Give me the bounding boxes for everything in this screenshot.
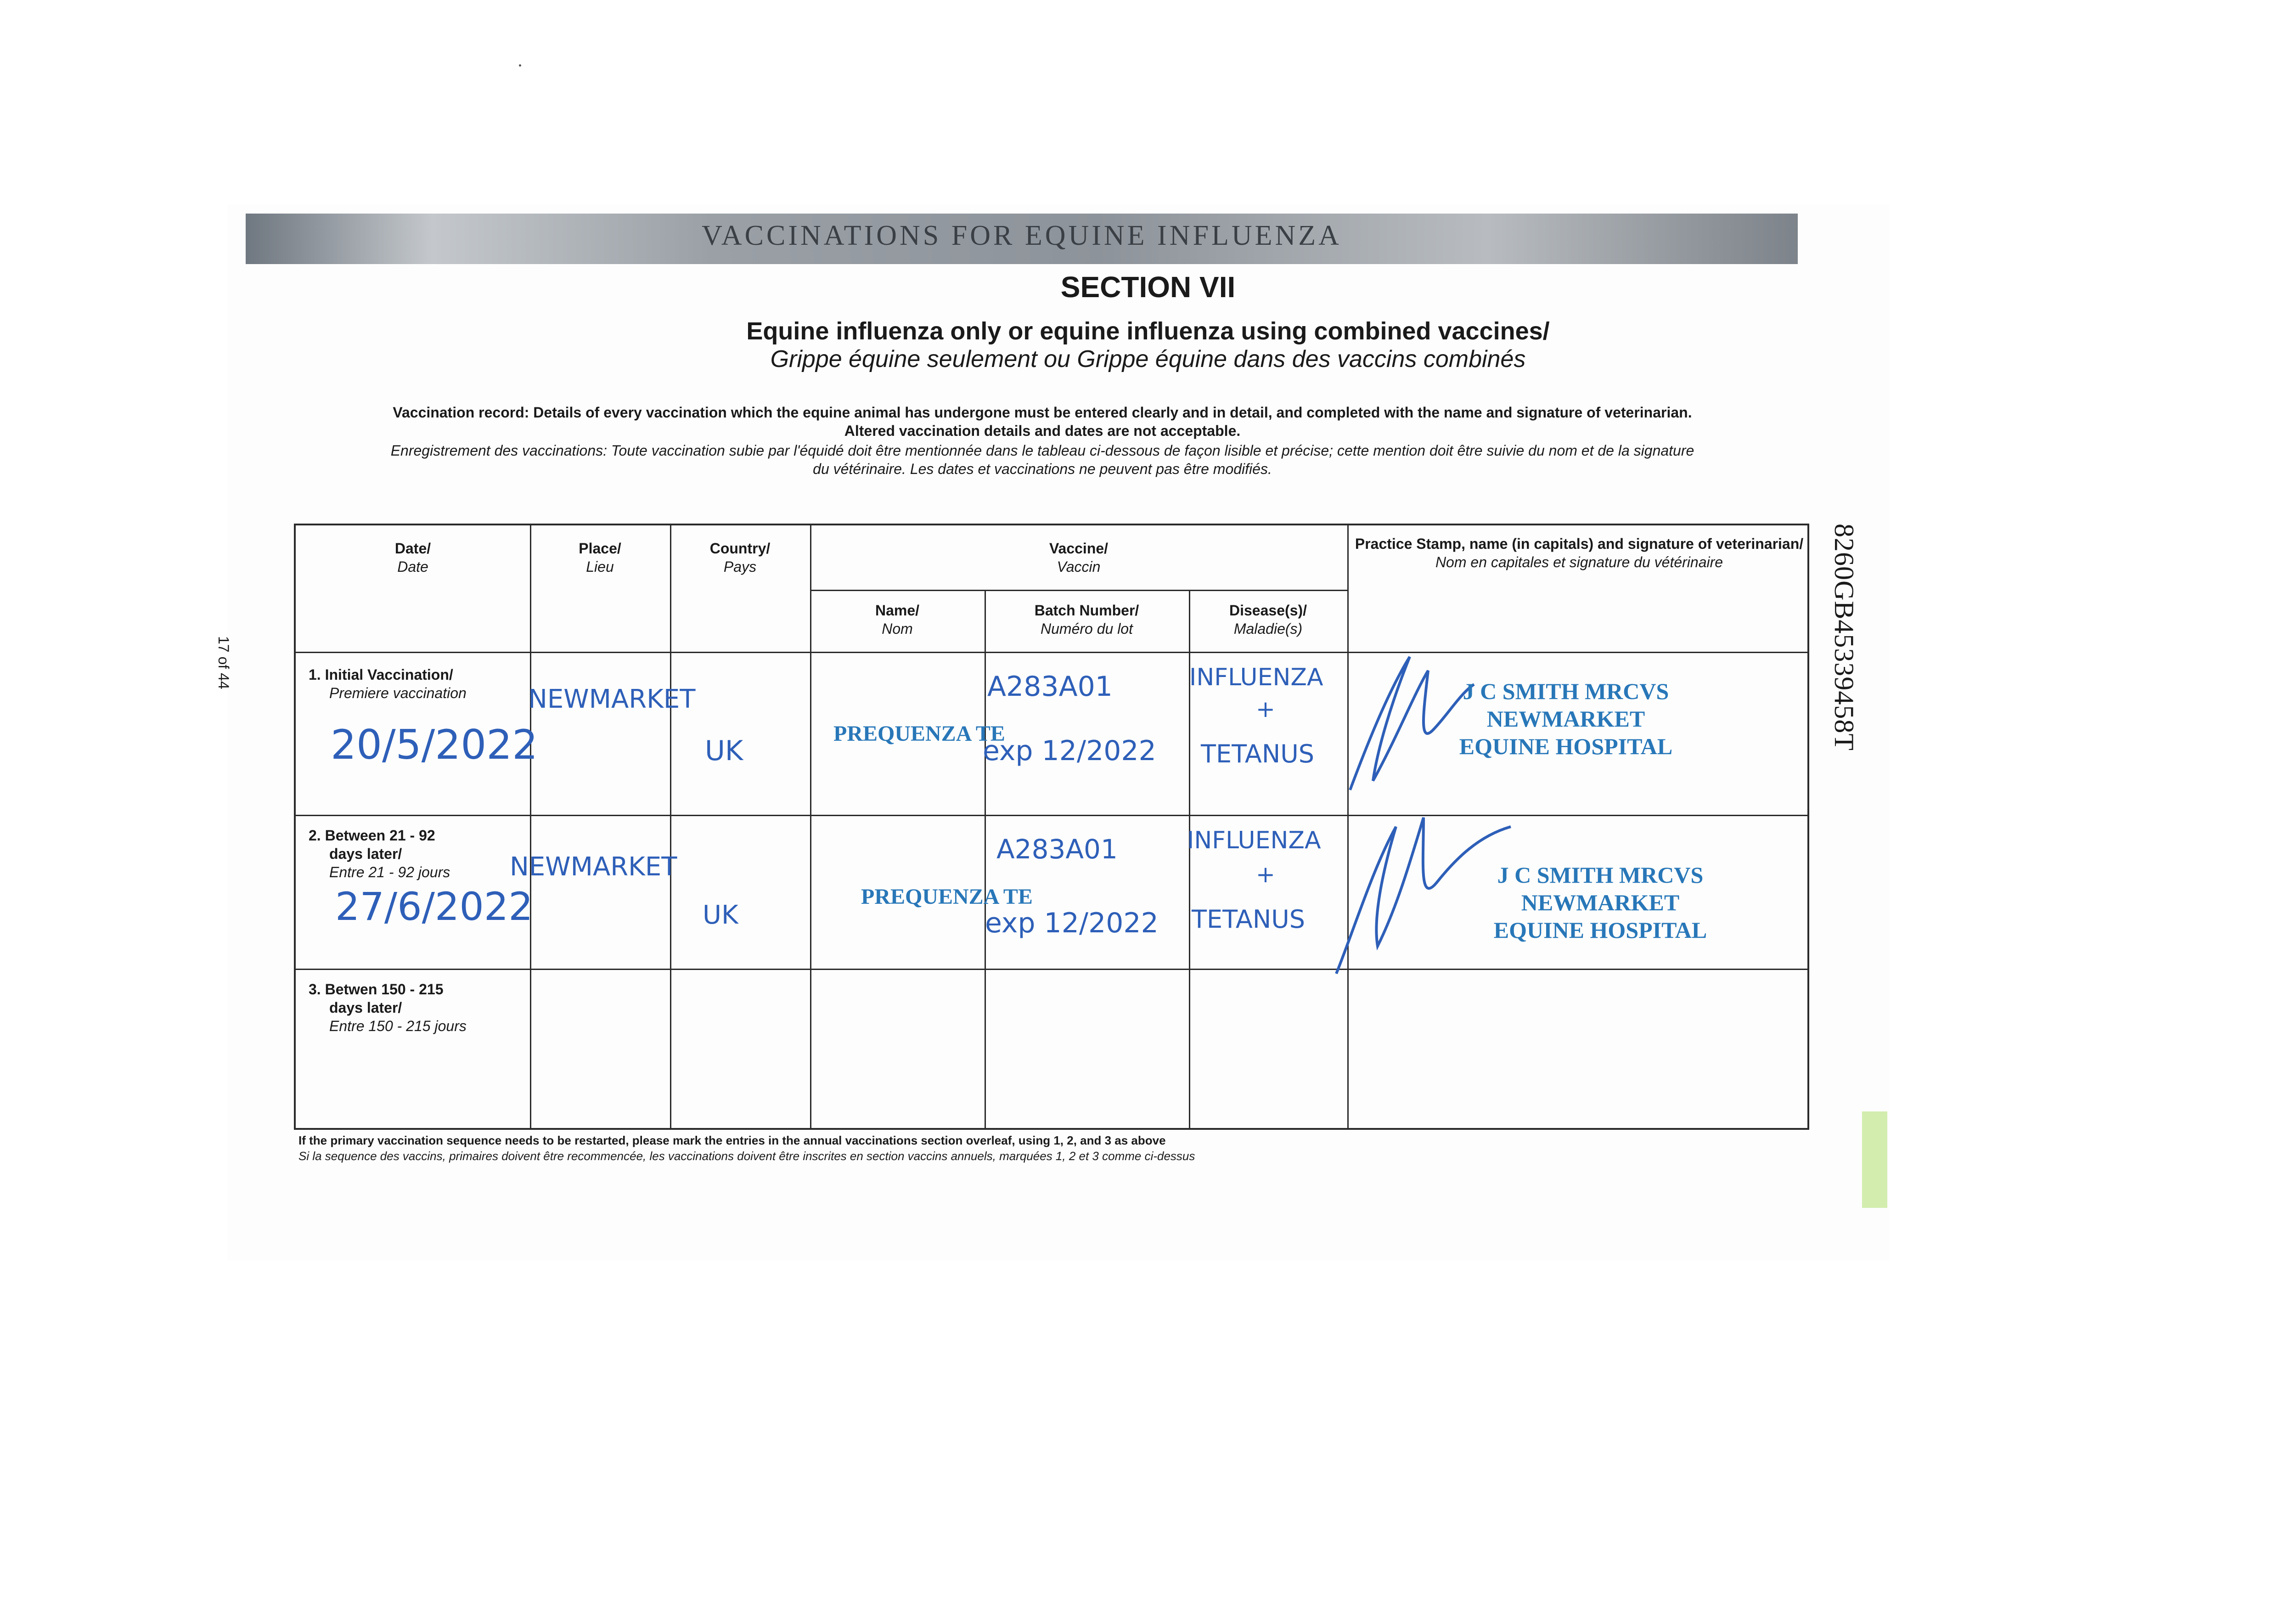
instruction-en-line2: Altered vaccination details and dates are not acceptable.	[844, 423, 1241, 439]
banner-title: VACCINATIONS FOR EQUINE INFLUENZA	[702, 220, 1342, 251]
row-label-initial: 1. Initial Vaccination/ Premiere vaccination	[309, 666, 467, 701]
subtitle-french: Grippe équine seulement ou Grippe équine dans des vaccins combinés	[770, 346, 1526, 372]
grid-line	[296, 969, 1809, 970]
row-label-second: 2. Between 21 - 92 days later/ Entre 21 - 92 jours	[309, 827, 450, 880]
header-country: Country/ Pays	[709, 540, 771, 575]
header-practice-stamp: Practice Stamp, name (in capitals) and signature of veterinarian/ Nom en capitales et signature du vétérinaire	[1355, 536, 1804, 570]
section-title: SECTION VII	[1060, 271, 1236, 304]
header-diseases: Disease(s)/ Maladie(s)	[1229, 602, 1307, 637]
header-place: Place/ Lieu	[579, 540, 621, 575]
row1-vaccine-name: PREQUENZA TE	[833, 722, 1005, 746]
row1-place: NEWMARKET	[528, 684, 696, 714]
instruction-fr-line1: Enregistrement des vaccinations: Toute vaccination subie par l'équidé doit être mentionnée dans le tableau ci-dessous de façon lisible et précise; cette mention doit être suivie du nom et de la signature	[390, 442, 1694, 459]
grid-line	[296, 652, 1809, 653]
row2-practice-stamp: J C SMITH MRCVS NEWMARKET EQUINE HOSPITAL	[1493, 862, 1707, 943]
instruction-en-line1: Vaccination record: Details of every vaccination which the equine animal has undergone must be entered clearly and in detail, and completed with the name and signature of veterinarian.	[393, 404, 1692, 421]
row2-disease-joiner: +	[1256, 861, 1275, 888]
row1-disease-1: INFLUENZA	[1189, 664, 1323, 691]
row2-disease-1: INFLUENZA	[1187, 827, 1321, 854]
row1-country: UK	[705, 735, 743, 767]
header-batch-number: Batch Number/ Numéro du lot	[1034, 602, 1139, 637]
row2-date: 27/6/2022	[335, 884, 533, 929]
vaccination-table	[294, 524, 1809, 1130]
header-vaccine-name: Name/ Nom	[875, 602, 920, 637]
header-date: Date/ Date	[394, 540, 431, 575]
row-label-third: 3. Betwen 150 - 215 days later/ Entre 150 - 215 jours	[309, 981, 467, 1034]
green-tab-marker	[1862, 1111, 1887, 1208]
header-vaccine: Vaccine/ Vaccin	[1049, 540, 1109, 575]
grid-line	[985, 590, 986, 1130]
row2-expiry: exp 12/2022	[985, 907, 1159, 939]
row2-vaccine-name: PREQUENZA TE	[861, 885, 1033, 909]
row2-batch: A283A01	[996, 834, 1118, 865]
grid-line	[296, 815, 1809, 816]
footer-note-en: If the primary vaccination sequence needs to be restarted, please mark the entries in the annual vaccinations section overleaf, using 1, 2, and 3 as above	[298, 1133, 1166, 1147]
grid-line	[810, 590, 1347, 591]
row1-expiry: exp 12/2022	[983, 735, 1156, 767]
row1-date: 20/5/2022	[331, 721, 538, 768]
row2-place: NEWMARKET	[510, 852, 677, 882]
row1-disease-joiner: +	[1256, 696, 1275, 722]
grid-line	[530, 525, 531, 1128]
document-code: 8260GB45339458T	[1829, 524, 1859, 751]
paper-speck	[519, 64, 521, 67]
row2-disease-2: TETANUS	[1192, 905, 1306, 934]
row1-practice-stamp: J C SMITH MRCVS NEWMARKET EQUINE HOSPITAL	[1459, 678, 1673, 759]
row1-batch: A283A01	[987, 671, 1113, 703]
grid-line	[670, 525, 671, 1128]
footer-note-fr: Si la sequence des vaccins, primaires doivent être recommencée, les vaccinations doivent être inscrites en section vaccins annuels, marquées 1, 2 et 3 comme ci-dessus	[298, 1149, 1195, 1163]
row1-disease-2: TETANUS	[1201, 739, 1315, 768]
page-number: 17 of 44	[215, 636, 232, 689]
row2-country: UK	[703, 900, 738, 930]
subtitle-english: Equine influenza only or equine influenza using combined vaccines/	[746, 317, 1550, 345]
instruction-fr-line2: du vétérinaire. Les dates et vaccinations ne peuvent pas être modifiés.	[813, 461, 1272, 477]
